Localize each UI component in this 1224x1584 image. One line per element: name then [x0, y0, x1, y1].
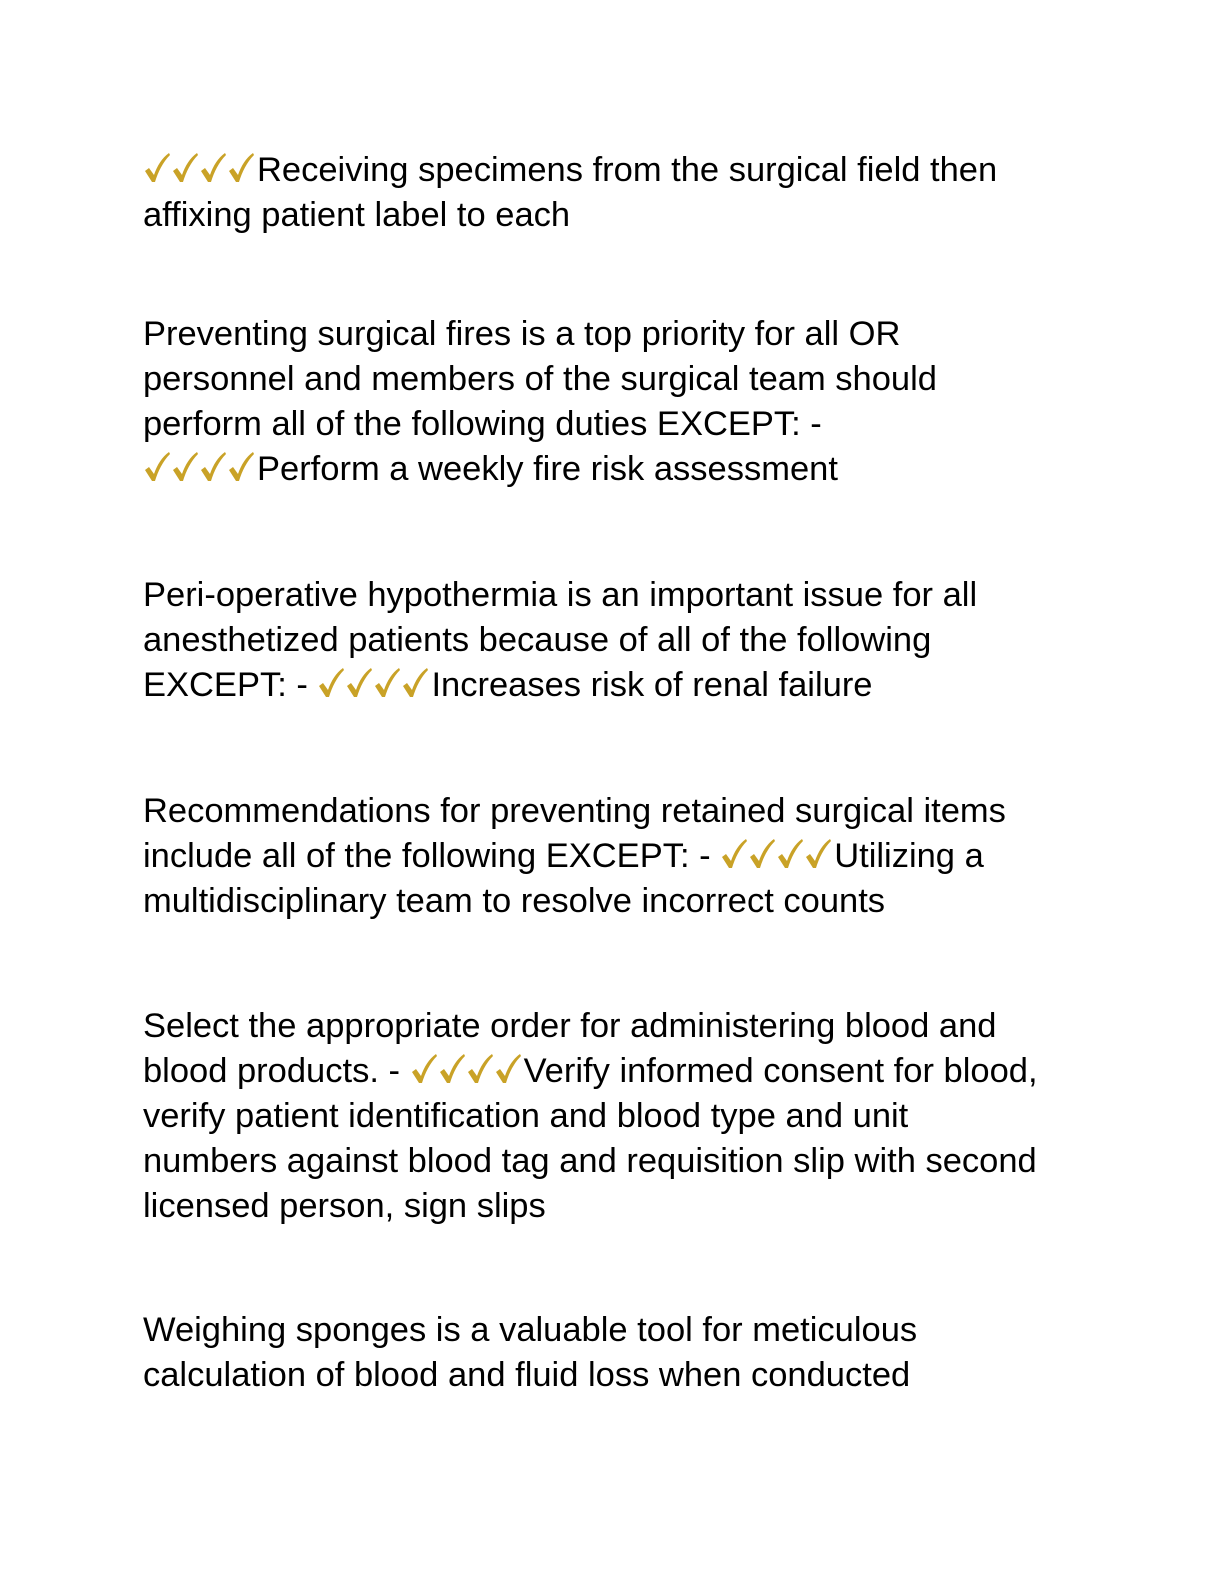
line-text: multidisciplinary team to resolve incorrect counts [143, 882, 886, 920]
heavy-check-mark-icon [143, 151, 171, 185]
heavy-check-mark-icon [143, 450, 171, 484]
text-line [143, 312, 1083, 357]
text-line [143, 1353, 1083, 1398]
line-text: Utilizing a [834, 837, 984, 875]
text-line [143, 1139, 1083, 1184]
line-text: Receiving specimens from the surgical field then [257, 151, 998, 189]
heavy-check-mark-icon [227, 450, 255, 484]
line-text: perform all of the following duties EXCEPT: - [143, 405, 822, 443]
line-text: Weighing sponges is a valuable tool for meticulous [143, 1311, 918, 1349]
answer-check-marks [720, 836, 832, 881]
heavy-check-mark-icon [438, 1052, 466, 1086]
line-text: Select the appropriate order for administering blood and [143, 1007, 997, 1045]
qa-block-2 [143, 312, 1083, 492]
heavy-check-mark-icon [199, 450, 227, 484]
heavy-check-mark-icon [466, 1052, 494, 1086]
heavy-check-mark-icon [410, 1052, 438, 1086]
qa-block-6 [143, 1308, 1083, 1398]
text-line [143, 834, 1083, 879]
text-line [143, 1094, 1083, 1139]
answer-check-marks [143, 449, 255, 494]
line-text: calculation of blood and fluid loss when conducted [143, 1356, 911, 1394]
line-text: Preventing surgical fires is a top priority for all OR [143, 315, 901, 353]
heavy-check-mark-icon [373, 666, 401, 700]
text-line [143, 663, 1083, 708]
text-line [143, 357, 1083, 402]
heavy-check-mark-icon [401, 666, 429, 700]
line-prefix-text: include all of the following EXCEPT: - [143, 837, 721, 875]
text-line [143, 148, 1083, 193]
heavy-check-mark-icon [227, 151, 255, 185]
line-prefix-text: blood products. - [143, 1052, 410, 1090]
qa-block-5 [143, 1004, 1083, 1229]
text-line [143, 1004, 1083, 1049]
answer-check-marks [317, 665, 429, 710]
qa-block-4 [143, 789, 1083, 924]
line-text: licensed person, sign slips [143, 1187, 546, 1225]
qa-block-3 [143, 573, 1083, 708]
heavy-check-mark-icon [748, 837, 776, 871]
heavy-check-mark-icon [171, 450, 199, 484]
answer-check-marks [143, 150, 255, 195]
heavy-check-mark-icon [345, 666, 373, 700]
heavy-check-mark-icon [804, 837, 832, 871]
heavy-check-mark-icon [199, 151, 227, 185]
line-prefix-text: EXCEPT: - [143, 666, 318, 704]
text-line [143, 402, 1083, 447]
text-line [143, 1184, 1083, 1229]
heavy-check-mark-icon [720, 837, 748, 871]
text-line [143, 193, 1083, 238]
line-text: anesthetized patients because of all of the following [143, 621, 932, 659]
text-line [143, 1049, 1083, 1094]
qa-block-1 [143, 148, 1083, 238]
line-text: Increases risk of renal failure [431, 666, 873, 704]
heavy-check-mark-icon [171, 151, 199, 185]
line-text: affixing patient label to each [143, 196, 571, 234]
heavy-check-mark-icon [776, 837, 804, 871]
text-line [143, 1308, 1083, 1353]
answer-check-marks [410, 1051, 522, 1096]
line-text: Peri-operative hypothermia is an important issue for all [143, 576, 978, 614]
line-text: verify patient identification and blood type and unit [143, 1097, 909, 1135]
text-line [143, 573, 1083, 618]
text-line [143, 618, 1083, 663]
heavy-check-mark-icon [317, 666, 345, 700]
text-line [143, 447, 1083, 492]
line-text: Perform a weekly fire risk assessment [257, 450, 838, 488]
line-text: personnel and members of the surgical team should [143, 360, 937, 398]
line-text: numbers against blood tag and requisition slip with second [143, 1142, 1037, 1180]
text-line [143, 789, 1083, 834]
line-text: Verify informed consent for blood, [523, 1052, 1038, 1090]
heavy-check-mark-icon [494, 1052, 522, 1086]
line-text: Recommendations for preventing retained surgical items [143, 792, 1006, 830]
text-line [143, 879, 1083, 924]
